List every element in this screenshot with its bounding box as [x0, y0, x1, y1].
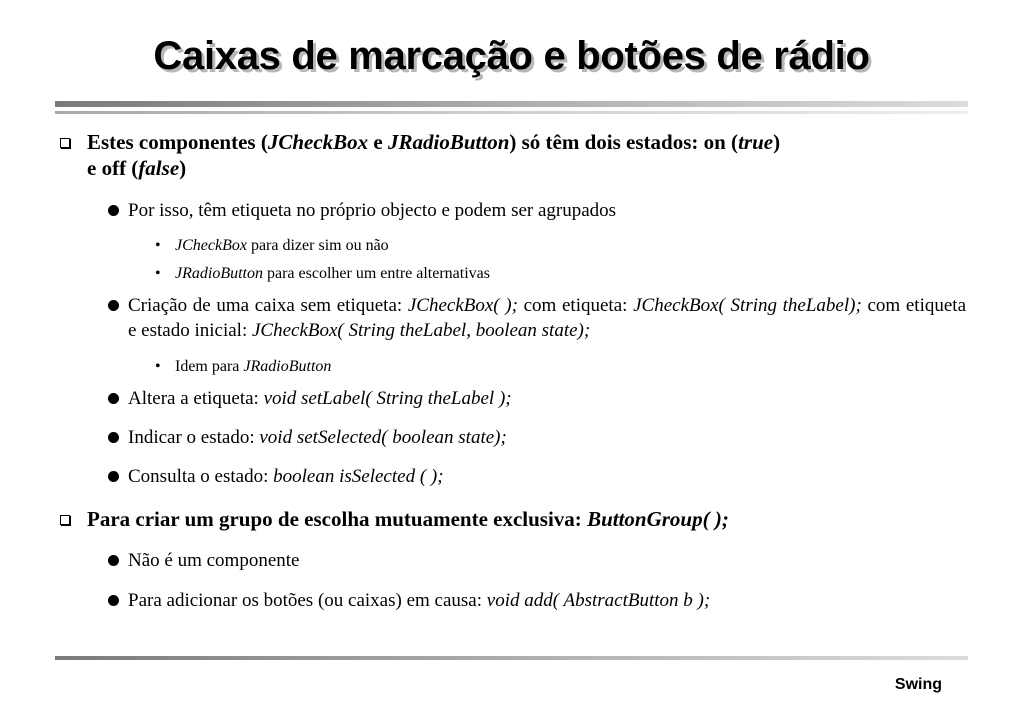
sub-bullet-not-component	[128, 548, 966, 573]
text: para escolher um entre alternativas	[262, 265, 490, 282]
text: Por isso, têm etiqueta no próprio objecto e podem ser agrupados	[128, 200, 617, 221]
text: ) só têm dois estados: on (	[509, 130, 739, 154]
round-bullet-icon	[108, 595, 119, 606]
text: com etiqueta:	[517, 295, 634, 316]
sub-bullet-add-buttons	[128, 588, 966, 613]
sub-bullet-set-selected	[128, 425, 966, 450]
dot-bullet-icon: •	[155, 265, 161, 282]
text-italic: JCheckBox	[175, 237, 247, 254]
round-bullet-icon	[108, 205, 119, 216]
sub-bullet-set-label	[128, 386, 966, 411]
footer-divider	[55, 656, 968, 660]
square-bullet-icon	[60, 515, 70, 525]
text-italic: ButtonGroup( );	[587, 507, 729, 531]
text: Altera a etiqueta:	[128, 388, 264, 409]
sub-sub-bullet-idem	[155, 357, 332, 377]
text: Consulta o estado:	[128, 466, 274, 487]
sub-bullet-is-selected	[128, 464, 966, 489]
text: e	[368, 130, 388, 154]
sub-sub-bullet-jradiobutton	[155, 264, 490, 284]
sub-sub-bullet-jcheckbox	[155, 236, 389, 256]
text: Estes componentes (	[87, 130, 268, 154]
round-bullet-icon	[108, 555, 119, 566]
text-italic: false	[138, 156, 180, 180]
round-bullet-icon	[108, 300, 119, 311]
text: Para criar um grupo de escolha mutuamente exclusiva:	[87, 507, 588, 531]
text: Para adicionar os botões (ou caixas) em causa:	[128, 590, 487, 611]
text-italic: JRadioButton	[243, 358, 332, 375]
text-italic: boolean isSelected ( );	[273, 466, 444, 487]
sub-bullet-label-grouping	[128, 198, 966, 223]
text-italic: JRadioButton	[388, 130, 510, 154]
bullet-components-states	[87, 129, 780, 181]
text-italic: JCheckBox( );	[407, 295, 518, 316]
square-bullet-icon	[60, 138, 70, 148]
title-divider-thin	[55, 111, 968, 114]
text: Idem para	[175, 358, 244, 375]
dot-bullet-icon: •	[155, 358, 161, 375]
slide-title: Caixas de marcação e botões de rádio	[153, 34, 870, 78]
text: para dizer sim ou não	[246, 237, 389, 254]
text-italic: void setLabel( String theLabel );	[263, 388, 512, 409]
text-italic: JCheckBox	[267, 130, 369, 154]
sub-bullet-constructors	[128, 293, 966, 343]
bullet-button-group	[87, 506, 729, 532]
title-divider	[55, 101, 968, 107]
round-bullet-icon	[108, 471, 119, 482]
dot-bullet-icon: •	[155, 237, 161, 254]
text: Indicar o estado:	[128, 427, 260, 448]
footer-label: Swing	[894, 676, 942, 693]
text-italic: JCheckBox( String theLabel, boolean state);	[251, 320, 591, 341]
text-italic: JRadioButton	[175, 265, 263, 282]
text: )	[179, 156, 187, 180]
text-italic: void setSelected( boolean state);	[259, 427, 507, 448]
round-bullet-icon	[108, 432, 119, 443]
text-italic: JCheckBox( String theLabel);	[633, 295, 862, 316]
text: e off (	[87, 156, 139, 180]
text: com etiqueta e estado inicial:	[128, 295, 966, 341]
text-italic: true	[738, 130, 774, 154]
text: Não é um componente	[128, 550, 300, 571]
text-italic: void add( AbstractButton b );	[486, 590, 711, 611]
text: )	[773, 130, 781, 154]
round-bullet-icon	[108, 393, 119, 404]
text: Criação de uma caixa sem etiqueta:	[128, 295, 408, 316]
